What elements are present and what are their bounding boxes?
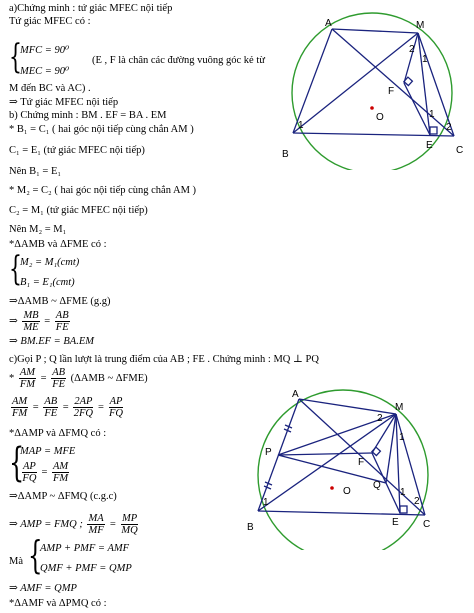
part-a-note1: (E , F là chân các đường vuông góc kẻ từ — [92, 55, 265, 66]
part-a-heading: a)Chứng minh : tứ giác MFEC nội tiếp — [9, 3, 173, 14]
label-a: A — [325, 18, 332, 29]
label-o: O — [376, 112, 384, 123]
segment-bm — [258, 414, 396, 511]
part-c-line5: *ΔAMF và ΔPMQ có : — [9, 598, 107, 609]
part-b-line8: ⇒ΔAMB ~ ΔFME (g.g) — [9, 296, 111, 307]
center-point — [370, 106, 374, 110]
label-angle: 1 — [298, 120, 304, 131]
label-p: P — [265, 447, 272, 458]
part-c-line1: *ΔAMP và ΔFMQ có : — [9, 428, 107, 439]
label-angle: 2 — [409, 44, 415, 55]
part-c-heading: c)Gọi P ; Q lần lượt là trung điểm của AB ; FE . Chứng minh : MQ ⊥ PQ — [9, 354, 319, 365]
segment-mc — [396, 414, 425, 515]
center-point — [330, 486, 334, 490]
label-angle: 1 — [422, 54, 428, 65]
segment-qm — [386, 414, 396, 483]
part-a-intro: Tứ giác MFEC có : — [9, 16, 91, 27]
segment-am — [332, 29, 418, 33]
label-angle: 1 — [399, 432, 405, 443]
label-e: E — [426, 140, 433, 151]
part-b-line6: Nên M₂ = M₁ — [9, 224, 67, 235]
part-b-line3: Nên B₁ = E₁ — [9, 166, 62, 177]
label-f: F — [358, 457, 365, 468]
label-q: Q — [373, 480, 381, 491]
part-b-sys2: B₁ = E₁(cmt) — [20, 277, 75, 288]
part-c-ratio1: * $\frac{AM}{FM}$ = $\frac{AB}{FE}$ (ΔAMB ~ ΔFME) — [9, 367, 148, 390]
part-c-line4: ⇒ AMF = QMP — [9, 583, 77, 594]
right-angle-e — [400, 506, 407, 513]
label-c: C — [423, 519, 431, 530]
right-angle-e — [430, 127, 437, 134]
label-e: E — [392, 517, 399, 528]
brace: { — [9, 249, 22, 289]
part-c-m2: QMF + PMF = QMP — [40, 563, 132, 574]
figure-1 — [270, 10, 474, 170]
part-a-note2: M đến BC và AC) . — [9, 83, 91, 94]
label-o: O — [343, 486, 351, 497]
part-c-m1: AMP + PMF = AMF — [40, 543, 130, 554]
segment-me — [396, 414, 400, 513]
part-c-sys2: $\frac{AP}{FQ}$ = $\frac{AM}{FM}$ — [22, 461, 69, 484]
brace: { — [28, 533, 43, 577]
part-b-line7: *ΔAMB và ΔFME có : — [9, 239, 107, 250]
part-c-line2: ⇒ΔAMP ~ ΔFMQ (c.g.c) — [9, 491, 117, 502]
label-angle: 1 — [263, 497, 269, 508]
part-c-ma: Mà — [9, 556, 23, 567]
label-f: F — [388, 86, 395, 97]
part-b-heading: b) Chứng minh : BM . EF = BA . EM — [9, 110, 167, 121]
part-c-line3: ⇒ AMP = FMQ ; $\frac{MA}{MF}$ = $\frac{MP}{MQ}$ — [9, 513, 138, 536]
part-b-line2: C₁ = E₁ (tứ giác MFEC nội tiếp) — [9, 145, 145, 156]
part-a-eq2: MEC = 90⁰ — [20, 66, 70, 77]
part-a-eq1: MFC = 90⁰ — [20, 45, 70, 56]
figure-2 — [240, 385, 440, 550]
label-m: M — [395, 402, 404, 413]
part-b-line9: ⇒ BM.EF = BA.EM — [9, 336, 94, 347]
part-b-line4: * M₂ = C₂ ( hai góc nội tiếp cùng chắn AM ) — [9, 185, 197, 196]
label-angle: 2 — [446, 122, 452, 133]
circumcircle — [258, 390, 431, 550]
label-c: C — [456, 145, 464, 156]
label-a: A — [292, 389, 299, 400]
part-b-line5: C₂ = M₁ (tứ giác MFEC nội tiếp) — [9, 205, 148, 216]
brace: { — [9, 37, 22, 77]
label-b: B — [247, 522, 254, 533]
part-c-sys1: MAP = MFE — [20, 446, 76, 457]
label-angle: 1 — [400, 487, 406, 498]
label-b: B — [282, 149, 289, 160]
part-b-line1: * B₁ = C₁ ( hai góc nội tiếp cùng chắn AM ) — [9, 124, 194, 135]
segment-mf — [404, 33, 418, 83]
part-c-ratio2: $\frac{AM}{FM}$ = $\frac{AB}{FE}$ = $\frac{2AP}{2FQ}$ = $\frac{AP}{FQ}$ — [12, 396, 123, 419]
label-angle: 2 — [377, 413, 383, 424]
part-a-conclusion: ⇒ Tứ giác MFEC nội tiếp — [9, 97, 119, 108]
label-m: M — [416, 20, 425, 31]
label-angle: 2 — [414, 496, 420, 507]
brace: { — [9, 440, 25, 486]
part-b-ratio: ⇒ $\frac{MB}{ME}$ = $\frac{AB}{FE}$ — [9, 310, 69, 333]
label-angle: 1 — [429, 109, 435, 120]
segment-fe — [404, 83, 430, 135]
part-b-sys1: M₂ = M₁(cmt) — [20, 257, 80, 268]
